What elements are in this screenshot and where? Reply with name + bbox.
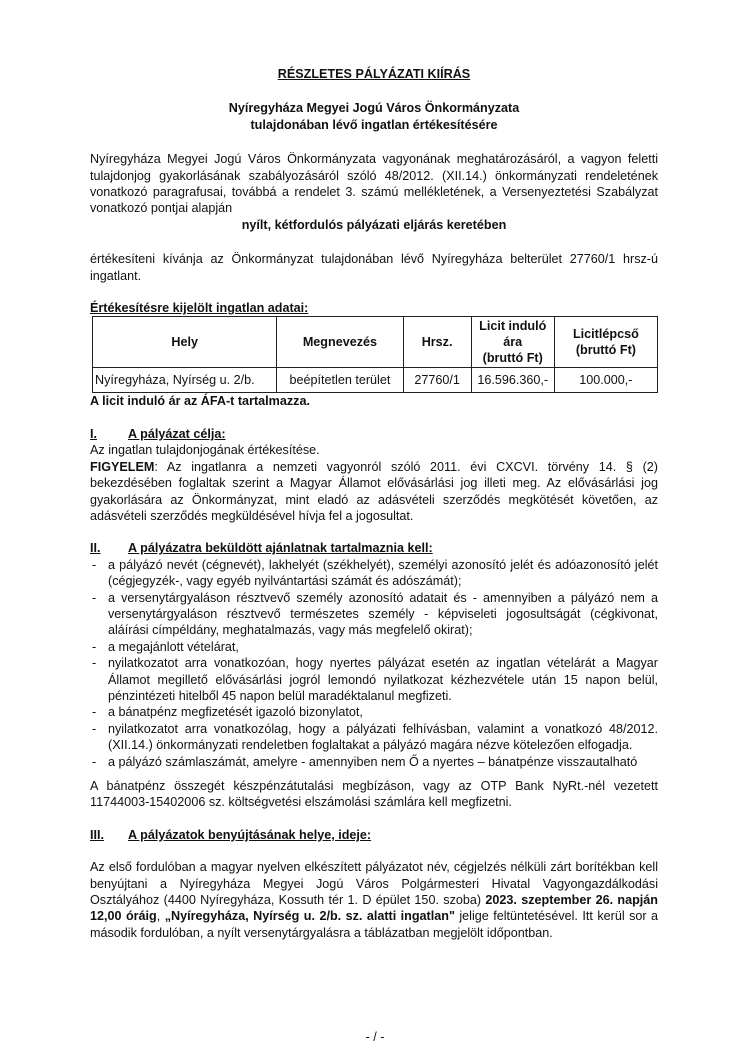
- subtitle-line-1: Nyíregyháza Megyei Jogú Város Önkormányzata: [228, 101, 520, 116]
- header-bid-step-line-2: (bruttó Ft): [575, 343, 636, 358]
- section-1-text: Az ingatlan tulajdonjogának értékesítése.: [90, 443, 320, 458]
- deposit-paragraph: A bánatpénz összegét készpénzátutalási megbízáson, vagy az OTP Bank NyRt.-nél vezetett 11744003-15402006 sz. költségvetési elszámolási számlára kell megfizetni.: [90, 779, 658, 810]
- sale-intent-paragraph: értékesíteni kívánja az Önkormányzat tulajdonában lévő Nyíregyháza belterület 27760/1 hrsz-ú ingatlant.: [90, 252, 658, 283]
- submission-deadline: 2023. szeptember 26. napján 12,00 óráig: [90, 893, 658, 924]
- list-item: [90, 721, 658, 754]
- warning-text: : Az ingatlanra a nemzeti vagyonról szóló 2011. évi CXCVI. törvény 14. § (2) bekezdésében foglaltak szerint a Magyar Államot elővásárlási jog illeti meg. Az elővásárlási jog gyakorlására az Önkormányzat, mint eladó az adásvételi szerződés megkötését követően, az adásvételi szerződés megküldésével hívja fel a jogosultat.: [90, 459, 658, 523]
- header-starting-price-line-1: Licit induló: [479, 319, 547, 334]
- page-number: - / -: [365, 1030, 385, 1044]
- submission-text: Az első fordulóban a magyar nyelven elkészített pályázatot név, cégjelzés nélküli zárt borítékban kell benyújtani a Nyíregyháza Megyei Jogú Város Polgármesteri Hivatal Vagyongazdálkodási Osztályához (4400 Nyíregyháza, Kossuth tér 1. D épület 150. szoba): [90, 860, 658, 908]
- section-1-warning: [90, 459, 658, 525]
- list-item-text: a pályázó nevét (cégnevét), lakhelyét (székhelyét), személyi azonosító jelét és adóazonosító jelét (cégjegyzék-, vagy egyéb nyilvántartási számát és adószámát);: [108, 557, 658, 589]
- list-item-text: nyilatkozatot arra vonatkozólag, hogy a pályázati felhívásban, valamint a vonatkozó 48/2012.(XII.14.) önkormányzati rendeletben foglaltakat a pályázó magára nézve kötelezően elfogadja.: [108, 721, 658, 753]
- cell-lot-number: 27760/1: [403, 368, 471, 393]
- list-item-text: a versenytárgyaláson résztvevő személy azonosító adatait és - amennyiben a pályázó nem a versenytárgyaláson résztvevő természetes személy - képviseleti jogosultságát (cégkivonat, aláírási címpéldány, meghatalmazás, vagy más megfelelő okirat);: [108, 590, 658, 638]
- header-lot-number: Hrsz.: [403, 317, 471, 368]
- procedure-type: nyílt, kétfordulós pályázati eljárás keretében: [241, 217, 507, 232]
- section-2-title: A pályázatra beküldött ajánlatnak tartalmaznia kell:: [128, 541, 433, 556]
- cell-designation: beépítetlen terület: [277, 368, 403, 393]
- bullet-dash-icon: -: [92, 721, 97, 736]
- warning-label: FIGYELEM: [90, 459, 155, 474]
- list-item-text: a megajánlott vételárat,: [108, 639, 239, 654]
- list-item-text: nyilatkozatot arra vonatkozóan, hogy nyertes pályázat esetén az ingatlan vételárát a Magyar Államot megillető elővásárlási jogról lemondó nyilatkozat kézhezvétele után 15 napon belül, pénzintézeti hitelből 45 napon belül maradéktalanul megfizeti.: [108, 656, 658, 703]
- requirements-list: [90, 557, 658, 770]
- section-3-heading: [90, 827, 658, 843]
- property-table-caption: Értékesítésre kijelölt ingatlan adatai:: [90, 301, 309, 316]
- table-header-row: [93, 317, 658, 368]
- subtitle-line-2: tulajdonában lévő ingatlan értékesítésére: [250, 117, 498, 132]
- section-3-number: III.: [90, 827, 104, 842]
- bullet-dash-icon: -: [92, 656, 97, 671]
- section-1-heading: [90, 426, 658, 442]
- bullet-dash-icon: -: [92, 754, 97, 769]
- submission-separator: ,: [156, 909, 165, 924]
- cell-bid-step: 100.000,-: [554, 368, 657, 393]
- document-subtitle: [90, 100, 658, 133]
- section-2-number: II.: [90, 541, 101, 556]
- header-starting-price-line-2: ára: [503, 335, 523, 350]
- section-1-title: A pályázat célja:: [128, 426, 226, 441]
- document-page: [90, 66, 658, 941]
- vat-note: A licit induló ár az ÁFA-t tartalmazza.: [90, 394, 310, 409]
- bullet-dash-icon: -: [92, 590, 97, 605]
- intro-paragraph: Nyíregyháza Megyei Jogú Város Önkormányzata vagyonának meghatározásáról, a vagyon feletti tulajdonjog gyakorlásának szabályozásáról szóló 48/2012. (XII.14.) önkormányzati rendeletének vonatkozó paragrafusai, továbbá a rendelet 3. számú mellékletének, a Versenyeztetési Szabályzat vonatkozó pontjai alapján: [90, 152, 658, 216]
- bullet-dash-icon: -: [92, 557, 97, 572]
- document-title: RÉSZLETES PÁLYÁZATI KIÍRÁS: [277, 67, 471, 81]
- list-item-text: a bánatpénz megfizetését igazoló bizonylatot,: [108, 705, 363, 720]
- submission-code-word: „Nyíregyháza, Nyírség u. 2/b. sz. alatti ingatlan": [164, 909, 455, 924]
- list-item: [90, 754, 658, 770]
- cell-place: Nyíregyháza, Nyírség u. 2/b.: [93, 368, 277, 393]
- list-item: [90, 639, 658, 655]
- header-starting-price: [471, 317, 554, 368]
- header-bid-step-line-1: Licitlépcső: [572, 327, 639, 342]
- section-2-heading: [90, 540, 658, 556]
- section-3-title: A pályázatok benyújtásának helye, ideje:: [128, 827, 372, 842]
- bullet-dash-icon: -: [92, 705, 97, 720]
- header-starting-price-line-3: (bruttó Ft): [482, 351, 543, 366]
- list-item-text: a pályázó számlaszámát, amelyre - amennyiben nem Ő a nyertes – bánatpénze visszautalható: [108, 754, 638, 769]
- cell-starting-price: 16.596.360,-: [471, 368, 554, 393]
- submission-text-end: jelige feltüntetésével. Itt kerül sor a második fordulóban, a nyílt versenytárgyalásra a táblázatban megjelölt időpontban.: [90, 909, 659, 940]
- list-item: [90, 655, 658, 704]
- bullet-dash-icon: -: [92, 639, 97, 654]
- section-3-text: [90, 859, 658, 941]
- header-place: Hely: [93, 317, 277, 368]
- list-item: [90, 704, 658, 720]
- list-item: [90, 557, 658, 590]
- property-table: [92, 316, 658, 393]
- header-bid-step: [554, 317, 657, 368]
- section-1-number: I.: [90, 426, 97, 441]
- header-designation: Megnevezés: [277, 317, 403, 368]
- list-item: [90, 590, 658, 639]
- table-row: [93, 368, 658, 393]
